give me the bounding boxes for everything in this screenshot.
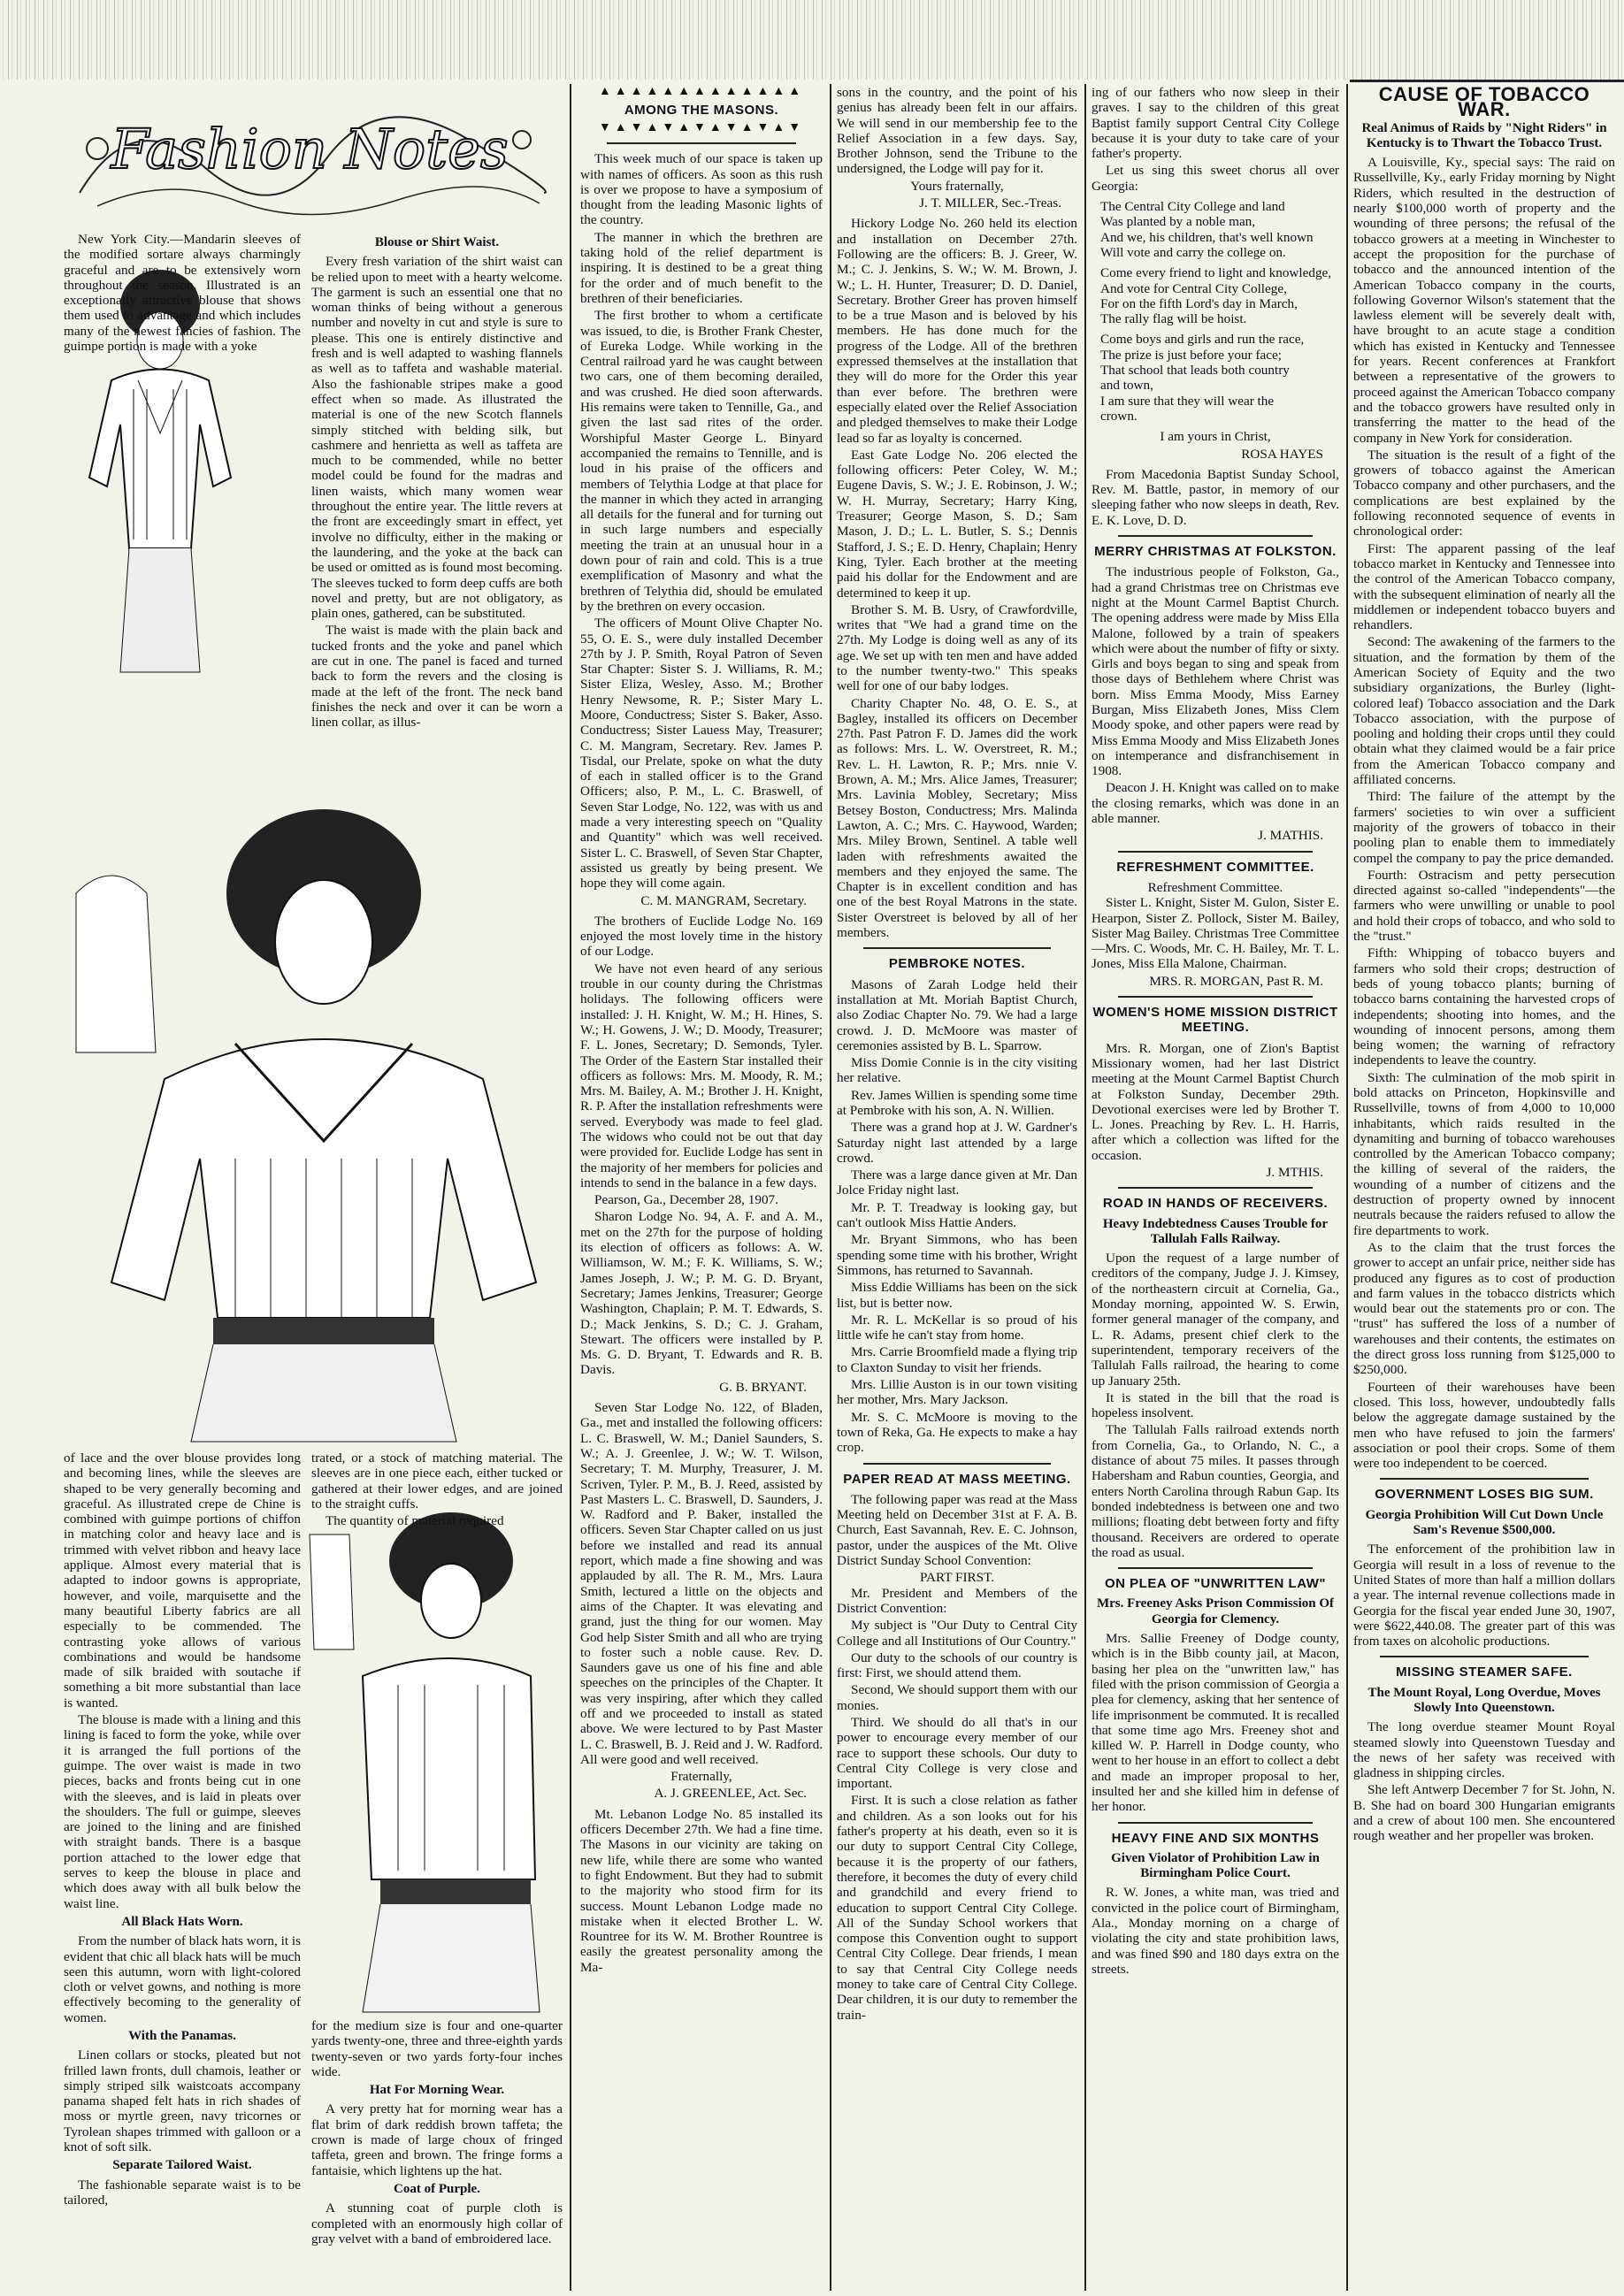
verse-line: and town, xyxy=(1100,378,1153,394)
verse-line: And we, his children, that's well known xyxy=(1100,229,1314,245)
divider xyxy=(1118,1567,1313,1569)
article-text: A stunning coat of purple cloth is completed with an enormously high collar of gray velvet with a band of embroidered lace. xyxy=(311,2200,563,2246)
article-text: Masons of Zarah Lodge held their installation at Mt. Moriah Baptist Church, also Zodiac Chapter No. 79. We had a large crowd. J. D. McMoore was master of ceremonies assisted by B. L. Sparrow. xyxy=(837,976,1077,1053)
article-text: The waist is made with the plain back and tucked fronts and the yoke and panel which are cut in one. The panel is faced and turned back to form the revers and the closing is made at the left of the front. The neck band finishes the neck and over it can be worn a linen collar, as illus- xyxy=(311,623,563,731)
verse-line: The prize is just before your face; xyxy=(1100,347,1282,363)
article-text: Our duty to the schools of our country is first: First, we should attend them. xyxy=(837,1649,1077,1681)
article-text: Second: The awakening of the farmers to the situation, and the formation by them of the American Society of Equity and the two subsidiary organizations, the Burley (light-colored leaf) Tobacco association and the Dark Tobacco association, with the purpose of pooling and holding their crops until they could obtain what they claimed would be a fair price from the American Tobacco company and affiliated concerns. xyxy=(1353,634,1615,788)
fashion-illustration-guimpe xyxy=(58,787,563,1442)
article-text: R. W. Jones, a white man, was tried and convicted in the police court of Birmingham, Ala., Monday morning on a charge of violating the city and state prohibition laws, and was fined $90 and 180 days extra on the streets. xyxy=(1092,1885,1339,1977)
verse-line: I am sure that they will wear the xyxy=(1100,393,1275,409)
divider xyxy=(1380,1656,1589,1657)
subhead: Georgia Prohibition Will Cut Down Uncle Sam's Revenue $500,000. xyxy=(1365,1507,1604,1538)
column-top-rule xyxy=(1350,80,1624,82)
column-2-top xyxy=(311,232,563,780)
article-text: Mrs. Carrie Broomfield made a flying trip to Claxton Sunday to visit her friends. xyxy=(837,1344,1078,1375)
article-text: New York City.—Mandarin sleeves of the modified sortare always charmingly graceful and are to be extensively worn throughout the season. Illustrated is an exceptionally attractive blouse that shows them used to advantage and which includes many of the newest fancies of fashion. The guimpe portion is made with a yoke xyxy=(64,232,301,355)
column-rule xyxy=(830,84,831,2291)
article-text: The situation is the result of a fight of the growers of tobacco against the American Tobacco company and other purchasers, and the complications are best explained by the following reconnoted sequence of events in chronological order: xyxy=(1353,447,1615,540)
article-text: Mr. President and Members of the District Convention: xyxy=(837,1585,1077,1616)
article-text: The officers of Mount Olive Chapter No. 55, O. E. S., were duly installed December 27th by J. P. Smith, Royal Patron of Seven Star Chapter: Sister S. J. Williams, R. M.; Sister Eliza, Wesley, Asso. M.; Brother Henry Newsome, R. P.; Sister Mary L. Moore, Conductress; Sister S. Baker, Asso. Conductress; Sister Lauess May, Treasurer; C. M. Mangram, Secretary. Rev. James P. Tisdal, our Prelate, spoke on what the duty of each in stalled officer is to the Grand Officers; also, P. M., L. C. Braswell, of Seven Star Lodge, No. 122, was with us and made a very interesting speech on "Quality and Quantity" which was well received. Sister L. C. Braswell, of Seven Star Chapter, assisted us greatly by being present. We hope they will come again. xyxy=(580,616,823,892)
column-5 xyxy=(1092,85,1339,2291)
signature: J. MATHIS. xyxy=(1258,828,1323,844)
column-2-bottom xyxy=(311,2018,563,2292)
section-heading: GOVERNMENT LOSES BIG SUM. xyxy=(1375,1487,1594,1503)
column-6 xyxy=(1353,85,1615,2291)
column-rule xyxy=(570,84,571,2291)
article-text: Let us sing this sweet chorus all over Georgia: xyxy=(1092,163,1339,194)
article-text: Mrs. Lillie Auston is in our town visiting her mother, Mrs. Mary Jackson. xyxy=(837,1377,1077,1408)
column-3 xyxy=(580,85,823,2291)
verse-line: The rally flag will be hoist. xyxy=(1100,311,1247,327)
article-text: Brother S. M. B. Usry, of Crawfordville, writes that "We had a grand time on the 27th. My Lodge is doing well as any of its age. We set up with ten men and have added to the number twenty-two." This speaks well for one of our baby lodges. xyxy=(837,601,1077,694)
subhead: Blouse or Shirt Waist. xyxy=(374,235,500,249)
verse-line: crown. xyxy=(1100,408,1138,424)
article-text: Mr. S. C. McMoore is moving to the town of Reka, Ga. He expects to make a hay crop. xyxy=(837,1409,1077,1456)
divider xyxy=(863,1463,1051,1465)
verse-line: Come every friend to light and knowledge, xyxy=(1100,265,1332,281)
section-heading: CAUSE OF TOBACCO WAR. xyxy=(1378,83,1590,121)
article-text: A Louisville, Ky., special says: The raid on Russellville, Ky., early Friday morning by Night Riders, which resulted in the destruction of nearly $100,000 worth of property and the wounding of three persons; the refusal of the tobacco growers at a meeting in Winchester to accept the proposition for the purchase of tobacco and the announced intention of the American Tobacco company in the courts, following Governor Wilson's statement that the lawless element will be severely dealt with, have brought to an acute stage a condition which has existed in Kentucky and Tennessee for years. Recent conferences at Frankfort between a representative of the growers to proceed against the American Tobacco company and the tobacco growers have resulted only in transferring the matter to the head of the company in New York for consideration. xyxy=(1353,155,1615,446)
verse-line: Come boys and girls and run the race, xyxy=(1100,332,1305,348)
article-text: Mrs. Sallie Freeney of Dodge county, which is in the Bibb county jail, at Macon, basing her plea on the "unwritten law," has filed with the prison commission of Georgia a plea for clemency, asking that her sentence of life imprisonment be commuted. It is recalled that some time ago Mrs. Freeney shot and killed W. P. Harrell in Dodge county, who went to her house in an effort to collect a debt and made an improper proposal to her, insulted her and she killed him in defense of her honor. xyxy=(1092,1631,1339,1815)
subhead: Refreshment Committee. xyxy=(1147,879,1283,895)
article-text: The industrious people of Folkston, Ga., had a grand Christmas tree on Christmas eve night at the Mount Carmel Baptist Church. The opening address were made by Miss Ella Malone, followed by a train of speakers which were about the number of fifty or sixty. Girls and boys began to sing and speak from those days of Bethlehem where Christ was born. Miss Emma Moody, Miss Earney Burgan, Miss Elizabeth Jones, Miss Clem Moody spoke, and other papers were read by Miss Emma Moody and Miss Elizabeth Jones on intemperance and disfranchisement in 1908. xyxy=(1092,564,1339,779)
article-text: Pearson, Ga., December 28, 1907. xyxy=(594,1192,778,1208)
fashion-notes-masthead xyxy=(62,87,557,219)
column-rule xyxy=(1346,84,1348,2291)
article-text: East Gate Lodge No. 206 elected the following officers: Peter Coley, W. M.; Eugene Davis, S. W.; J. E. Robinson, J. W.; W. H. Murray, Secretary; Harry King, Treasurer; George Mason, S. D.; Sam Mason, J. D.; L. L. Butler, S. S.; Dennis Stafford, J. S.; E. D. Henry, Chaplain; Henry King, Tyler. Each brother at the meeting paid his dollar for the Endowment and are determined to keep it up. xyxy=(837,447,1077,601)
article-text: Fourth: Ostracism and petty persecution directed against so-called "independents"—the farmers who were unwilling or unable to pool and hold their crops of tobacco, and who sold to the "trust." xyxy=(1353,867,1615,945)
fashion-illustration-shirtwaist xyxy=(301,1499,540,2012)
article-text: Seven Star Lodge No. 122, of Bladen, Ga., met and installed the following officers: L. C. Braswell, W. M.; Daniel Saunders, S. W.; A. J. Greenlee, J. W.; W. T. Wilson, Secretary; T. M. Murphy, Treasurer, J. M. Scriven, Tyler. P. M., B. J. Reed, assisted by Past Masters L. C. Braswell, D. Saunders, J. W. Radford and P. Baker, installed the officers. Seven Star Chapter called on us just before we installed and read its annual report, which made a fine showing and was applauded by all. The R. M., Mrs. Laura Smith, lectured a little on the objects and aims of the Chapter. It was elevating and grand, just the thing for our women. May God help Sister Smith and all who are trying to foster such a noble cause. Rev. D. Saunders gave us one of his fine and able speeches on the principles of the Chapter. It was very inspiring, after which they called off and we proceeded to install as stated above. We were lectured to by Past Master L. C. Braswell, B. J. Reid and J. W. Radford. All were good and well received. xyxy=(580,1400,823,1767)
decorative-triangles: ▼▲▼▲▼▲▼▲▼▲▼▲▼ xyxy=(598,121,805,135)
section-heading: MERRY CHRISTMAS AT FOLKSTON. xyxy=(1094,544,1337,560)
closing: Yours fraternally, xyxy=(910,178,1004,194)
article-text: My subject is "Our Duty to Central City College and all Institutions of Our Country." xyxy=(837,1618,1077,1649)
section-heading: MISSING STEAMER SAFE. xyxy=(1396,1665,1573,1680)
article-text: Charity Chapter No. 48, O. E. S., at Bagley, installed its officers on December 27th. Past Patron F. D. James did the work as follows: Mrs. L. W. Overstreet, R. M.; Rev. L. H. Lawton, R. P.; Mrs. nnie V. Brown, A. M.; Mrs. Alice James, Treasurer; Mrs. Lavinia Mobley, Secretary; Miss Betsey Boston, Conductress; Mrs. Malinda Lawton, A. C.; Mrs. C. Haywood, Warden; Mrs. Miley Brown, Sentinel. A table well laden with refreshments awaited the members and they enjoyed the same. The Chapter is in excellent condition and has one of the best Royal Matrons in the state. Sister Overstreet is beloved by all of her members. xyxy=(837,695,1077,941)
section-heading: PEMBROKE NOTES. xyxy=(888,956,1026,972)
article-text: Every fresh variation of the shirt waist can be relied upon to meet with a hearty welcome. The garment is such an essential one that no woman thinks of being without a generous number and novelty in cut and style is sure to please. This one is entirely distinctive and fresh and is well adapted to washing flannels as well as to taffeta and washable material. Also the fashionable stripes make a good effect when so made. As illustrated the material is one of the new Scotch flannels simply stitched with belding silk, but cashmere and henrietta as well as taffeta are much to be commended, while no better model could be found for the madras and linen waists, which many women wear throughout the entire year. The little revers at the front are exceedingly smart in effect, yet involve no difficulty, either in the making or the laundering, and the yoke at the back can be used or omitted as is found most becoming. The sleeves tucked to form deep cuffs are both novel and pretty, but are not obligatory, as plain ones, gathered, can be substituted. xyxy=(311,254,563,622)
signature: J. MTHIS. xyxy=(1266,1165,1323,1180)
divider xyxy=(1118,1822,1313,1824)
article-text: Upon the request of a large number of creditors of the company, Judge J. J. Kimsey, of the northeastern circuit at Cornelia, Ga., Monday morning, appointed W. S. Erwin, former general manager of the company, and L. R. Adams, present chief clerk to the superintendent, temporary receivers of the Tallulah Falls railroad, the hearing to come up January 25th. xyxy=(1092,1251,1339,1389)
masthead-art xyxy=(62,87,557,219)
article-text: It is stated in the bill that the road is hopeless insolvent. xyxy=(1092,1389,1339,1421)
article-text: The brothers of Euclide Lodge No. 169 enjoyed the most lovely time in the history of our Lodge. xyxy=(580,913,823,960)
subhead: With the Panamas. xyxy=(128,2028,236,2043)
article-text: Mrs. R. Morgan, one of Zion's Baptist Missionary women, had her last District meeting at the Mount Carmel Baptist Church at Folkston Sunday, December 29th. Devotional exercises were led by Brother T. L. Jones. Preaching by Rev. L. H. Harris, after which a collection was lifted for the occasion. xyxy=(1092,1040,1339,1163)
article-text: From the number of black hats worn, it is evident that chic all black hats will be much seen this autumn, worn with light-colored cloth or velvet gowns, and nothing is more effectively becoming to the generality of women. xyxy=(64,1933,301,2025)
verse-line: The Central City College and land xyxy=(1100,199,1285,215)
article-text: The first brother to whom a certificate was issued, to die, is Brother Frank Chester, of Eureka Lodge. While working in the Central railroad yard he was caught between two cars, one of them becoming derailed, and was crushed. He died soon afterwards. His remains were taken to Tennille, Ga., and given the last sad rites of the order. Worshipful Master George L. Binyard accompanied the remains to Tennille, and is loud in his praise of the officers and members of Telythia Lodge at that place for the manner in which they acted in arranging all details for the funeral and for turning out in such large numbers and especially meeting the train at an unusual hour in a down pour of rain and cold. This is a true exemplification of Masonry and what the brethren of Telythia did, should be emulated by the brethren on every occasion. xyxy=(580,308,823,614)
article-text: Sixth: The culmination of the mob spirit in bold attacks on Princeton, Hopkinsville and Russellville, towns of from 4,000 to 10,000 inhabitants, which raids resulted in the dynamiting and burning of tobacco warehouses controlled by the American Tobacco company; the killing of several of the raiders, the wounding of a number of citizens and the destruction of property owned by innocent neutrals because the raiders refused to allow the fire departments to work. xyxy=(1353,1069,1615,1238)
decorative-triangles: ▲▲▲▲▲▲▲▲▲▲▲▲▲ xyxy=(598,85,805,98)
divider xyxy=(607,142,796,144)
column-1-bottom xyxy=(64,1450,301,2291)
article-text: First: The apparent passing of the leaf tobacco market in Kentucky and Tennessee into the control of the American Tobacco company, with the subsequent elimination of nearly all the middlemen or independent tobacco buyers and rehandlers. xyxy=(1353,540,1615,633)
signature: ROSA HAYES xyxy=(1241,446,1323,462)
article-text: The long overdue steamer Mount Royal steamed slowly into Queenstown Tuesday and the news of her safety was received with gladness in shipping circles. xyxy=(1353,1719,1615,1781)
article-text: Fourteen of their warehouses have been closed. This loss, however, undoubtedly falls below the aggregate damage sustained by the men who have refused to join the farmers' association or pool their crops. Some of them were too independent to be coerced. xyxy=(1353,1379,1615,1472)
article-text: Linen collars or stocks, pleated but not frilled lawn fronts, dull chamois, leather or simply striped silk waistcoats accompany panama shaped felt hats in rich shades of moss or myrtle green, navy tricornes or Tyrolean shapes trimmed with galloon or a knot of soft silk. xyxy=(64,2047,301,2155)
article-text: The manner in which the brethren are taking hold of the relief department is inspiring. It is destined to be a great thing for the order and of much benefit to the brethren of their beneficiaries. xyxy=(580,229,823,306)
column-2-mid xyxy=(311,1450,563,1529)
article-text: of lace and the over blouse provides long and becoming lines, while the sleeves are shaped to be very generally becoming and graceful. As illustrated crepe de Chine is combined with guimpe portions of chiffon in matching color and heavy lace and is trimmed with velvet ribbon and heavy lace applique. Almost every material that is adapted to indoor gowns is appropriate, however, and voile, marquisette and the many beautiful Liberty fabrics are all especially to be commended. The contrasting yoke allows of various combinations and would be handsome made of silk braided with soutache if something a bit more substantial than lace is wanted. xyxy=(64,1450,301,1711)
subhead: Hat For Morning Wear. xyxy=(369,2083,505,2098)
signature: MRS. R. MORGAN, Past R. M. xyxy=(1149,973,1323,989)
article-text: Mr. Bryant Simmons, who has been spending some time with his brother, Wright Simmons, has returned to Savannah. xyxy=(837,1232,1077,1278)
signature: A. J. GREENLEE, Act. Sec. xyxy=(654,1786,807,1802)
article-text: Mr. R. L. McKellar is so proud of his little wife he can't stay from home. xyxy=(837,1312,1077,1343)
article-text: The enforcement of the prohibition law in Georgia will result in a loss of revenue to the United States of more than half a million dollars a year. The internal revenue collections made in Georgia for the fiscal year ended June 30, 1907, were $622,440.08. The greater part of this was from taxes on alcoholic productions. xyxy=(1353,1542,1615,1649)
closing: I am yours in Christ, xyxy=(1160,429,1271,445)
article-text: She left Antwerp December 7 for St. John, N. B. She had on board 300 Hungarian emigrants and a crew of about 100 men. She encountered rough weather and her propeller was broken. xyxy=(1353,1782,1615,1844)
article-text: The Tallulah Falls railroad extends north from Cornelia, Ga., to Orlando, N. C., a distance of about 75 miles. It passes through Habersham and Rabun counties, Georgia, and enters North Carolina through Rabun Gap. Its bonded indebtedness is between one and two millions; floating debt between forty and fifty thousand. Receivers are ordered to operate the road as usual. xyxy=(1092,1422,1339,1560)
signature: J. T. MILLER, Sec.-Treas. xyxy=(919,195,1061,211)
subhead: Separate Tailored Waist. xyxy=(112,2158,252,2173)
masthead-title: Fashion Notes xyxy=(111,117,509,181)
column-rule xyxy=(1084,84,1086,2291)
article-text: The quantity of material required xyxy=(326,1513,504,1529)
top-margin-noise xyxy=(0,0,1624,80)
article-text: Sister L. Knight, Sister M. Gulon, Sister E. Hearpon, Sister Z. Pollock, Sister M. Bailey, Sister Mag Bailey. Christmas Tree Committee—Mrs. C. Woods, Mr. C. H. Bailey, Mr. T. L. Jones, Miss Ella Malone, Chairman. xyxy=(1092,895,1339,972)
article-text: Third. We should do all that's in our power to encourage every member of our race to support these schools. Our duty to Central City College is very close and important. xyxy=(837,1714,1077,1792)
subhead: The Mount Royal, Long Overdue, Moves Slowly Into Queenstown. xyxy=(1367,1685,1601,1715)
subhead: Mrs. Freeney Asks Prison Commission Of Georgia for Clemency. xyxy=(1096,1596,1335,1626)
section-heading: REFRESHMENT COMMITTEE. xyxy=(1116,859,1314,875)
article-text: Fifth: Whipping of tobacco buyers and farmers who sold their crops; destruction of beds of young tobacco plants; burning of tobacco barns containing the harvested crops of independents; shooting into homes, and the wounding of innocent persons, among them being women; the warning of refractory independents to leave the country. xyxy=(1353,945,1615,1068)
article-text: We have not even heard of any serious trouble in our county during the Christmas holidays. The following officers were installed: J. H. Knight, W. M.; H. Hines, S. W.; H. Gowens, J. W.; D. Moody, Treasurer; F. L. Jones, Secretary; D. Semonds, Tyler. The Order of the Eastern Star installed their officers as follows: Mrs. M. Moody, R. M.; Mrs. M. Bailey, A. M.; Brother J. H. Knight, R. P. After the installation refreshments were served. Everybody was made to feel glad. The widows who could not be out that day were provided for. Euclide Lodge has sent in the majority of her members for policies and intends to send in the balance in a few days. xyxy=(580,960,823,1190)
section-heading: PAPER READ AT MASS MEETING. xyxy=(843,1471,1071,1487)
article-text: The following paper was read at the Mass Meeting held on December 31st at F. A. B. Church, East Savannah, Rev. E. C. Johnson, pastor, under the auspices of the Mt. Olive District Sunday School Convention: xyxy=(837,1491,1077,1569)
article-text: Rev. James Willien is spending some time at Pembroke with his son, A. N. Willien. xyxy=(837,1087,1077,1118)
article-text: Sharon Lodge No. 94, A. F. and A. M., met on the 27th for the purpose of holding its election of officers as follows: A. W. Williamson, W. M.; F. K. Williams, S. W.; James Joseph, J. W.; P. M. G. D. Bryant, Secretary; James Jenkins, Treasurer; George Washington, Chaplain; P. M. T. Edwards, S. D.; Mack Jenkins, S. D.; C. J. Graham, Stewart. The officers were installed by P. Ms. G. D. Bryant, T. Edwards and R. B. Davis. xyxy=(580,1209,823,1378)
subhead: Real Animus of Raids by "Night Riders" in Kentucky is to Thwart the Tobacco Trust. xyxy=(1361,120,1607,150)
section-heading: WOMEN'S HOME MISSION DISTRICT MEETING. xyxy=(1092,1005,1338,1036)
closing: Fraternally, xyxy=(670,1769,732,1785)
verse xyxy=(1100,199,1339,260)
article-text: Miss Domie Connie is in the city visiting her relative. xyxy=(837,1055,1077,1086)
subhead: All Black Hats Worn. xyxy=(121,1914,243,1929)
column-4 xyxy=(837,85,1077,2291)
section-heading: ON PLEA OF "UNWRITTEN LAW" xyxy=(1105,1576,1326,1592)
verse-line: Was planted by a noble man, xyxy=(1100,214,1256,230)
article-text: Miss Eddie Williams has been on the sick list, but is better now. xyxy=(837,1280,1077,1311)
section-heading: HEAVY FINE AND SIX MONTHS xyxy=(1111,1830,1320,1846)
article-text: Third: The failure of the attempt by the farmers' societies to win over a sufficient majority of the growers of tobacco in their pooling plan to enable them to immediately compel the company to pay the price demanded. xyxy=(1353,789,1615,866)
article-text: Deacon J. H. Knight was called on to make the closing remarks, which was done in an able manner. xyxy=(1092,780,1339,827)
subhead: Given Violator of Prohibition Law in Birmingham Police Court. xyxy=(1111,1850,1320,1881)
section-heading: AMONG THE MASONS. xyxy=(624,103,779,118)
article-text: ing of our fathers who now sleep in their graves. I say to the children of this great Baptist family support Central City College because it is your duty to take care of your father's property. xyxy=(1092,85,1339,162)
column-1-top xyxy=(64,232,301,727)
article-text: trated, or a stock of matching material. The sleeves are in one piece each, either tucked or gathered at their lower edges, and are joined to the straight cuffs. xyxy=(311,1450,563,1512)
article-text: There was a grand hop at J. W. Gardner's Saturday night last attended by a large crowd. xyxy=(837,1120,1077,1166)
article-text: This week much of our space is taken up with names of officers. As soon as this rush is over we propose to have a symposium of thought from the leading Masonic lights of the country. xyxy=(580,151,823,228)
article-text: A very pretty hat for morning wear has a flat brim of dark reddish brown taffeta; the crown is made of large choux of fringed taffeta, green and brown. The fringe forms a fantaisie, which lightens up the hat. xyxy=(311,2101,563,2178)
article-text: Second, We should support them with our monies. xyxy=(837,1682,1077,1713)
article-text: The fashionable separate waist is to be tailored, xyxy=(64,2177,301,2208)
signature: C. M. MANGRAM, Secretary. xyxy=(640,892,807,908)
article-text: There was a large dance given at Mr. Dan Jolce Friday night last. xyxy=(837,1167,1077,1198)
article-text: From Macedonia Baptist Sunday School, Rev. M. Battle, pastor, in memory of our sleeping father who now sleeps in death, Rev. E. K. Love, D. D. xyxy=(1092,466,1339,528)
subhead: PART FIRST. xyxy=(919,1570,995,1586)
divider xyxy=(1380,1478,1589,1480)
divider xyxy=(863,947,1051,949)
divider xyxy=(1118,996,1313,998)
article-text: Mt. Lebanon Lodge No. 85 installed its officers December 27th. We had a fine time. The Masons in our vicinity are taking on new life, while there are some who wanted to fight Endowment. But they had to submit to the majority who stood firm for its success. Mount Lebanon Lodge made no mistake when it elected Brother L. W. Rountree for its W. M. Brother Rountree is easily the greatest personality among the Ma- xyxy=(580,1806,823,1975)
subhead: Heavy Indebtedness Causes Trouble for Tallulah Falls Railway. xyxy=(1102,1216,1329,1246)
signature: G. B. BRYANT. xyxy=(719,1379,807,1395)
verse-line: And vote for Central City College, xyxy=(1100,280,1287,296)
article-text: for the medium size is four and one-quarter yards twenty-one, three and three-eighth yards twenty-seven or two yards forty-four inches wide. xyxy=(311,2018,563,2079)
subhead: Coat of Purple. xyxy=(394,2181,480,2196)
verse-line: That school that leads both country xyxy=(1100,363,1290,379)
article-text: Mr. P. T. Treadway is looking gay, but can't outlook Miss Hattie Anders. xyxy=(837,1199,1077,1231)
divider xyxy=(1118,851,1313,853)
article-text: First. It is such a close relation as father and children. As a son looks out for his father's property at his death, even so it is our duty to support Central City College, because it is the property of our fathers, therefore, it becomes the duty of every child and grandchild and every friend to education to support Central City College. All of the Sunday School workers that compose this Convention ought to support Central City College. Dear friends, I mean to say that Central City College needs money to take care of Central City College. Dear children, it is our duty to remember the train- xyxy=(837,1793,1077,2023)
verse xyxy=(1100,332,1339,424)
verse xyxy=(1100,265,1339,326)
article-text: sons in the country, and the point of his genius has already been felt in our affairs. We will send in our membership fee to the Relief Association in a few days. Say, Brother Johnson, send the Tribune to the undersigned, the Lodge will pay for it. xyxy=(837,85,1077,177)
verse-line: Will vote and carry the college on. xyxy=(1100,244,1286,260)
divider xyxy=(1118,1187,1313,1189)
verse-line: For on the fifth Lord's day in March, xyxy=(1100,295,1298,311)
divider xyxy=(1118,535,1313,537)
article-text: Hickory Lodge No. 260 held its election and installation on December 27th. Following are the officers: B. J. Greer, W. M.; C. J. Jenkins, S. W.; W. M. Brown, J. W.; L. H. Hunter, Treasurer; D. D. Daniel, Secretary. Brother Greer has proven himself to be a true Mason and is beloved by his members. He has done much for the progress of the Lodge. All of the brethren expressed themselves at the installation that they will do more for the Order this year than ever before. The brethren were especially elated over the Relief Association and pledged themselves to make their Lodge lead so far as loyalty is concerned. xyxy=(837,216,1077,446)
article-text: The blouse is made with a lining and this lining is faced to form the yoke, while over it is arranged the full portions of the guimpe. The over waist is made in two pieces, backs and fronts being cut in one with the sleeves, and is laid in pleats over the shoulders. The full or guimpe, sleeves are joined to the lining and are finished with straight bands. There is a basque portion attached to the lower edge that serves to keep the blouse in place and which does away with all bulk below the waist line. xyxy=(64,1712,301,1911)
article-text: As to the claim that the trust forces the grower to accept an unfair price, neither side has produced any figures as to cost of production and farm values in the tobacco districts which would bear out the statements pro or con. The "trust" has suffered the loss of a number of warehouses and their contents, the estimates on the direct gross loss running from $125,000 to $250,000. xyxy=(1353,1239,1615,1378)
section-heading: ROAD IN HANDS OF RECEIVERS. xyxy=(1102,1196,1329,1212)
